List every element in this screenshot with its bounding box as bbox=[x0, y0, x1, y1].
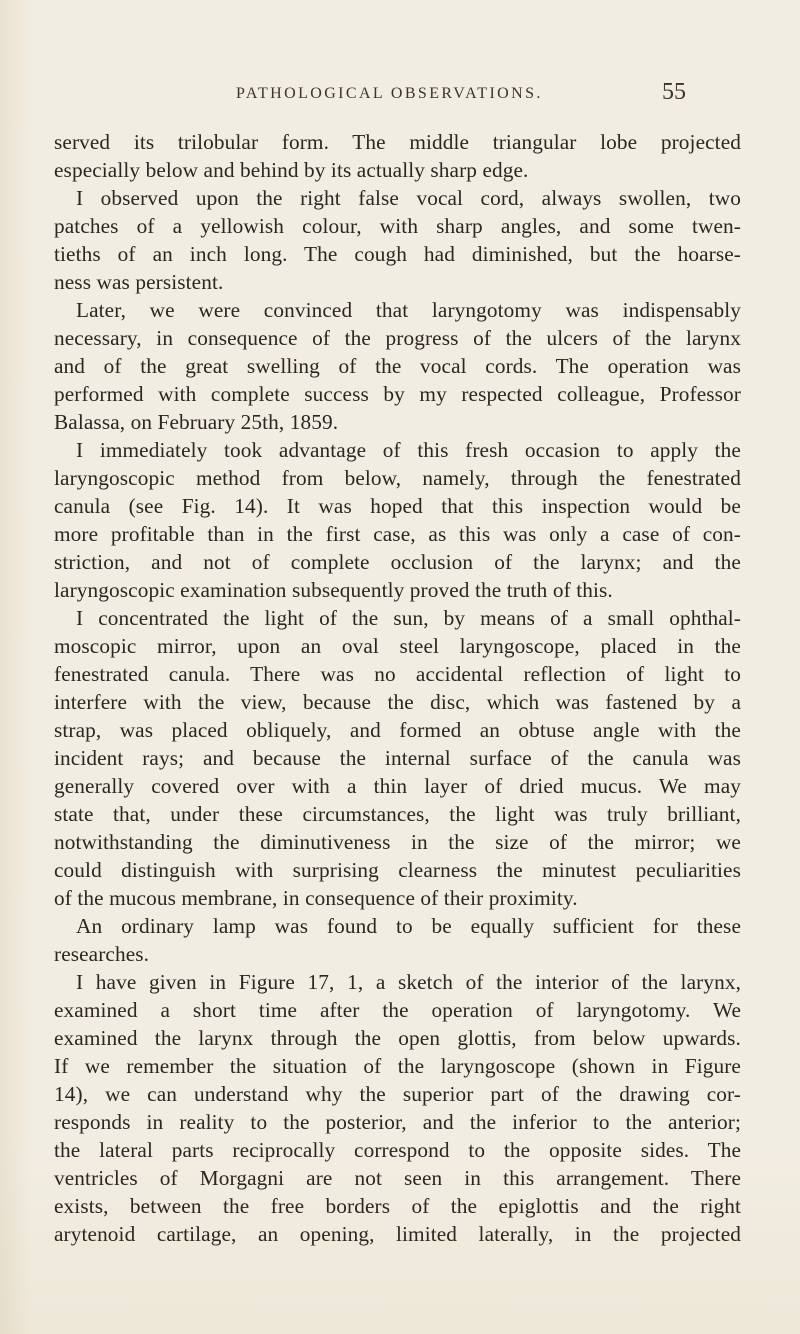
text-line: If we remember the situation of the laryngoscope (shown in Figure bbox=[54, 1054, 741, 1078]
text-line: exists, between the free borders of the epiglottis and the right bbox=[54, 1194, 741, 1218]
text-line: tieths of an inch long. The cough had diminished, but the hoarse- bbox=[54, 242, 741, 266]
text-line: I concentrated the light of the sun, by means of a small ophthal- bbox=[76, 606, 741, 630]
running-title: PATHOLOGICAL OBSERVATIONS. bbox=[236, 85, 543, 102]
text-line: the lateral parts reciprocally correspond to the opposite sides. The bbox=[54, 1138, 741, 1162]
text-line: responds in reality to the posterior, and the inferior to the anterior; bbox=[54, 1110, 741, 1134]
text-line: necessary, in consequence of the progress of the ulcers of the larynx bbox=[54, 326, 741, 350]
text-line: especially below and behind by its actually sharp edge. bbox=[54, 158, 529, 182]
text-line: ventricles of Morgagni are not seen in this arrangement. There bbox=[54, 1166, 741, 1190]
page-number: 55 bbox=[662, 79, 686, 105]
text-line: ness was persistent. bbox=[54, 270, 224, 294]
text-line: striction, and not of complete occlusion of the larynx; and the bbox=[54, 550, 741, 574]
text-line: patches of a yellowish colour, with sharp angles, and some twen- bbox=[54, 214, 741, 238]
text-line: examined the larynx through the open glottis, from below upwards. bbox=[54, 1026, 741, 1050]
text-line: of the mucous membrane, in consequence of their proximity. bbox=[54, 886, 578, 910]
text-line: An ordinary lamp was found to be equally sufficient for these bbox=[76, 914, 741, 938]
text-line: fenestrated canula. There was no accidental reflection of light to bbox=[54, 662, 741, 686]
text-line: interfere with the view, because the disc, which was fastened by a bbox=[54, 690, 741, 714]
text-line: Later, we were convinced that laryngotomy was indispensably bbox=[76, 298, 741, 322]
text-line: canula (see Fig. 14). It was hoped that this inspection would be bbox=[54, 494, 741, 518]
text-line: I immediately took advantage of this fresh occasion to apply the bbox=[76, 438, 741, 462]
running-head bbox=[0, 79, 800, 109]
text-line: arytenoid cartilage, an opening, limited laterally, in the projected bbox=[54, 1222, 741, 1246]
text-line: 14), we can understand why the superior part of the drawing cor- bbox=[54, 1082, 741, 1106]
text-line: notwithstanding the diminutiveness in the size of the mirror; we bbox=[54, 830, 741, 854]
text-line: more profitable than in the first case, as this was only a case of con- bbox=[54, 522, 741, 546]
text-line: and of the great swelling of the vocal cords. The operation was bbox=[54, 354, 741, 378]
text-line: served its trilobular form. The middle triangular lobe projected bbox=[54, 130, 741, 154]
text-line: strap, was placed obliquely, and formed an obtuse angle with the bbox=[54, 718, 741, 742]
text-line: state that, under these circumstances, the light was truly brilliant, bbox=[54, 802, 741, 826]
text-line: performed with complete success by my respected colleague, Professor bbox=[54, 382, 741, 406]
text-line: moscopic mirror, upon an oval steel laryngoscope, placed in the bbox=[54, 634, 741, 658]
text-line: I have given in Figure 17, 1, a sketch of the interior of the larynx, bbox=[76, 970, 741, 994]
body-text bbox=[54, 128, 741, 1248]
text-line: examined a short time after the operation of laryngotomy. We bbox=[54, 998, 741, 1022]
text-line: could distinguish with surprising clearness the minutest peculiarities bbox=[54, 858, 741, 882]
text-line: incident rays; and because the internal surface of the canula was bbox=[54, 746, 741, 770]
text-line: laryngoscopic method from below, namely, through the fenestrated bbox=[54, 466, 741, 490]
text-line: laryngoscopic examination subsequently proved the truth of this. bbox=[54, 578, 613, 602]
text-line: I observed upon the right false vocal cord, always swollen, two bbox=[76, 186, 741, 210]
text-line: generally covered over with a thin layer of dried mucus. We may bbox=[54, 774, 741, 798]
text-line: Balassa, on February 25th, 1859. bbox=[54, 410, 339, 434]
text-line: researches. bbox=[54, 942, 150, 966]
